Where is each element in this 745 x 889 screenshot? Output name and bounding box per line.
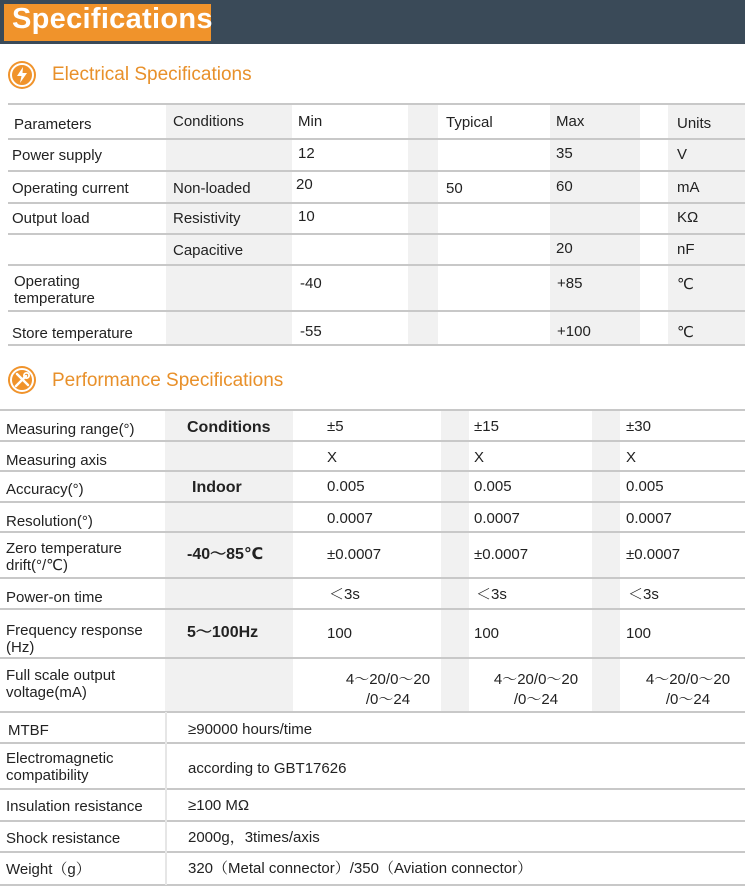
range-5-value: ＜3s bbox=[329, 586, 360, 603]
max-value: +85 bbox=[557, 275, 583, 292]
param-label: MTBF bbox=[8, 722, 49, 739]
unit-value: ℃ bbox=[677, 324, 694, 341]
table-rule bbox=[0, 577, 745, 579]
column-header: Max bbox=[556, 113, 585, 130]
unit-value: nF bbox=[677, 241, 695, 258]
max-value: 20 bbox=[556, 240, 573, 257]
min-value: -40 bbox=[300, 275, 322, 292]
range-15-value: ＜3s bbox=[476, 586, 507, 603]
table-rule bbox=[0, 820, 745, 822]
tools-icon bbox=[8, 366, 36, 394]
column-header: Conditions bbox=[173, 113, 244, 130]
range-15-value: 0.005 bbox=[474, 478, 512, 495]
column-header: Parameters bbox=[14, 116, 92, 133]
range-30-value: ＜3s bbox=[628, 586, 659, 603]
unit-value: ℃ bbox=[677, 276, 694, 293]
condition-value: -40～85℃ bbox=[187, 546, 264, 563]
min-value: 10 bbox=[298, 208, 315, 225]
range-5-value: X bbox=[327, 449, 338, 466]
unit-value: V bbox=[677, 146, 688, 163]
range-5-value: 100 bbox=[327, 625, 353, 642]
column-shade bbox=[592, 410, 620, 712]
table-rule bbox=[0, 608, 745, 610]
range-15-value: X bbox=[474, 449, 485, 466]
spec-value: 2000g，3times/axis bbox=[188, 829, 320, 846]
param-label: Output load bbox=[12, 210, 90, 227]
lightning-icon bbox=[8, 61, 36, 89]
column-shade bbox=[441, 410, 469, 712]
table-rule bbox=[8, 310, 745, 312]
param-label: Operating current bbox=[12, 180, 129, 197]
condition-value: Non-loaded bbox=[173, 180, 251, 197]
max-value: 60 bbox=[556, 178, 573, 195]
range-15-value: ±0.0007 bbox=[474, 546, 529, 563]
table-rule bbox=[8, 264, 745, 266]
param-label: Resolution(°) bbox=[6, 513, 93, 530]
min-value: 20 bbox=[296, 176, 313, 193]
range-5-value: 0.005 bbox=[327, 478, 365, 495]
param-label: Store temperature bbox=[12, 325, 133, 342]
table-rule bbox=[0, 884, 745, 886]
performance-section-title: Performance Specifications bbox=[52, 370, 284, 391]
range-5-value: ±0.0007 bbox=[327, 546, 382, 563]
range-15-value: 4～20/0～20 /0～24 bbox=[493, 671, 579, 708]
table-rule bbox=[0, 711, 745, 713]
table-rule bbox=[0, 531, 745, 533]
table-rule bbox=[8, 138, 745, 140]
table-rule bbox=[0, 470, 745, 472]
max-value: 35 bbox=[556, 145, 573, 162]
column-header: Typical bbox=[446, 114, 493, 131]
range-30-value: ±0.0007 bbox=[626, 546, 681, 563]
typical-value: 50 bbox=[446, 180, 463, 197]
column-shade bbox=[408, 104, 438, 345]
table-rule bbox=[8, 202, 745, 204]
param-label: Accuracy(°) bbox=[6, 481, 84, 498]
column-header: Min bbox=[298, 113, 323, 130]
range-30-value: X bbox=[626, 449, 637, 466]
param-label: Power supply bbox=[12, 147, 103, 164]
unit-value: KΩ bbox=[677, 209, 699, 226]
range-15-value: 100 bbox=[474, 625, 500, 642]
page-title: Specifications bbox=[12, 3, 213, 35]
table-rule bbox=[0, 440, 745, 442]
param-label: Electromagnetic compatibility bbox=[6, 750, 114, 784]
param-label: Measuring axis bbox=[6, 452, 107, 469]
range-30-value: 4～20/0～20 /0～24 bbox=[645, 671, 731, 708]
spec-value: ≥90000 hours/time bbox=[188, 721, 313, 738]
column-shade bbox=[550, 104, 640, 345]
range-30-value: ±30 bbox=[626, 418, 651, 435]
column-divider bbox=[165, 712, 167, 885]
max-value: +100 bbox=[557, 323, 591, 340]
param-label: Full scale output voltage(mA) bbox=[6, 667, 116, 701]
condition-value: Conditions bbox=[187, 419, 271, 436]
range-5-value: 4～20/0～20 /0～24 bbox=[345, 671, 431, 708]
condition-value: 5～100Hz bbox=[187, 624, 259, 641]
table-rule bbox=[0, 788, 745, 790]
electrical-section-title: Electrical Specifications bbox=[52, 64, 252, 85]
param-label: Frequency response (Hz) bbox=[6, 622, 143, 656]
param-label: Measuring range(°) bbox=[6, 421, 135, 438]
spec-value: ≥100 MΩ bbox=[188, 797, 250, 814]
range-15-value: ±15 bbox=[474, 418, 499, 435]
min-value: 12 bbox=[298, 145, 315, 162]
param-label: Weight（g） bbox=[6, 861, 91, 878]
column-header: Units bbox=[677, 115, 712, 132]
param-label: Insulation resistance bbox=[6, 798, 143, 815]
table-rule bbox=[0, 501, 745, 503]
range-30-value: 0.005 bbox=[626, 478, 664, 495]
table-rule bbox=[0, 851, 745, 853]
table-rule bbox=[8, 103, 745, 105]
condition-value: Resistivity bbox=[173, 210, 241, 227]
range-30-value: 100 bbox=[626, 625, 652, 642]
param-label: Power-on time bbox=[6, 589, 103, 606]
spec-value: according to GBT17626 bbox=[188, 760, 347, 777]
table-rule bbox=[8, 233, 745, 235]
range-30-value: 0.0007 bbox=[626, 510, 672, 527]
table-rule bbox=[0, 657, 745, 659]
table-rule bbox=[8, 170, 745, 172]
param-label: Zero temperature drift(°/℃) bbox=[6, 540, 122, 574]
min-value: -55 bbox=[300, 323, 322, 340]
param-label: Operating temperature bbox=[14, 273, 95, 307]
spec-value: 320（Metal connector）/350（Aviation connector） bbox=[188, 860, 533, 877]
unit-value: mA bbox=[677, 179, 700, 196]
table-rule bbox=[0, 409, 745, 411]
condition-value: Capacitive bbox=[173, 242, 244, 259]
range-15-value: 0.0007 bbox=[474, 510, 520, 527]
condition-value: Indoor bbox=[192, 479, 242, 496]
table-rule bbox=[0, 742, 745, 744]
table-rule bbox=[8, 344, 745, 346]
range-5-value: 0.0007 bbox=[327, 510, 373, 527]
param-label: Shock resistance bbox=[6, 830, 121, 847]
range-5-value: ±5 bbox=[327, 418, 344, 435]
